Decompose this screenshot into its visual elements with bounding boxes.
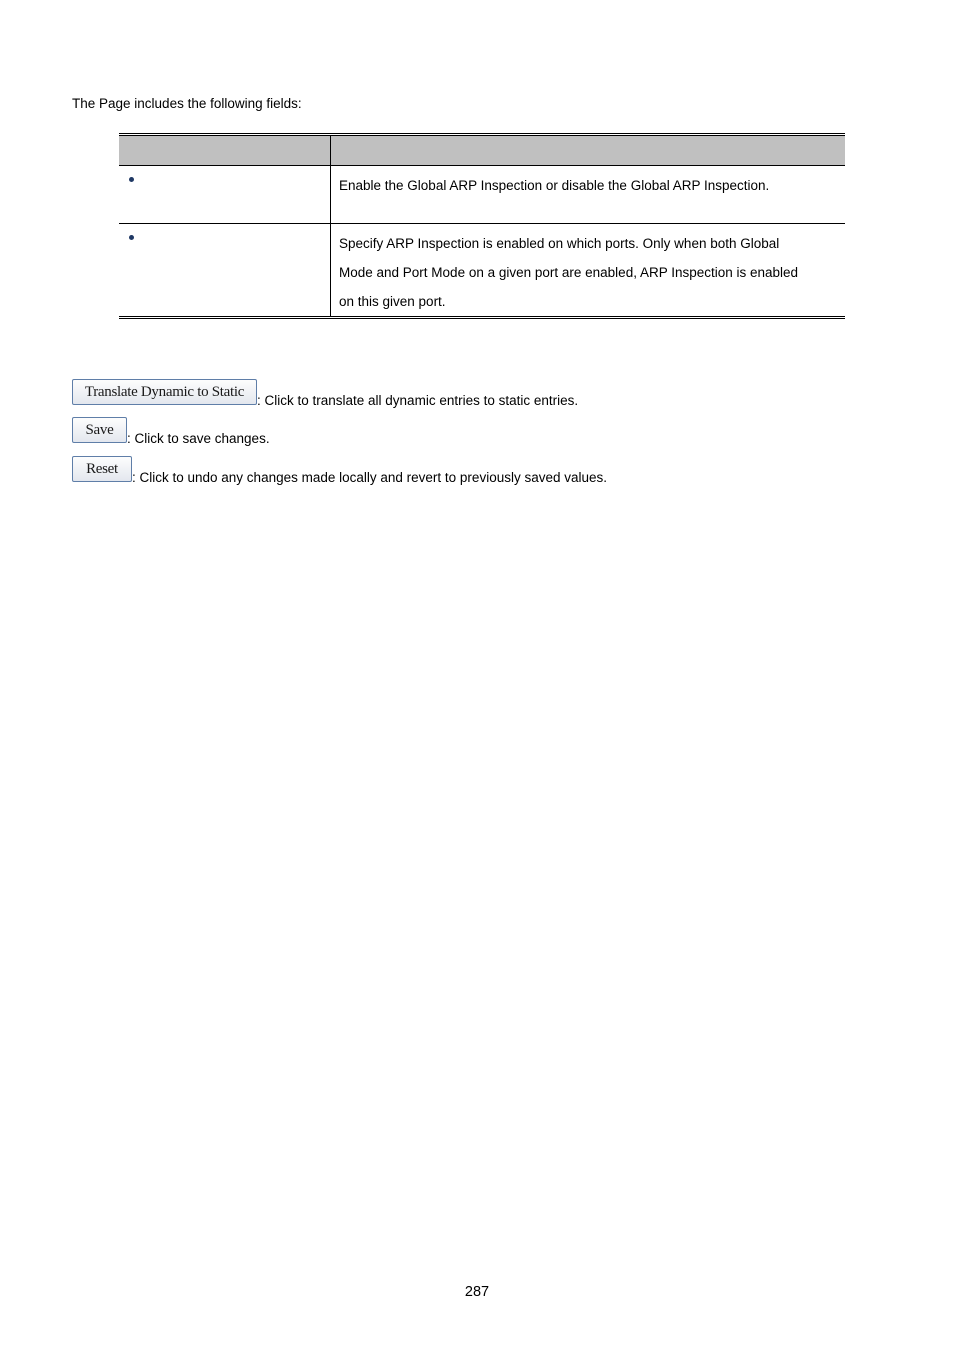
- description-text: [331, 224, 845, 316]
- header-description: [331, 135, 846, 166]
- description-text: Enable the Global ARP Inspection or disable the Global ARP Inspection.: [339, 178, 770, 193]
- reset-description: : Click to undo any changes made locally and revert to previously saved values.: [132, 470, 608, 485]
- table-row: [119, 224, 845, 318]
- description-cell: [331, 224, 846, 318]
- object-cell: [119, 224, 331, 318]
- save-button[interactable]: Save: [72, 417, 127, 443]
- description-cell: [331, 166, 846, 224]
- translate-dynamic-to-static-button[interactable]: Translate Dynamic to Static: [72, 379, 257, 405]
- table-row: [119, 166, 845, 224]
- reset-button[interactable]: Reset: [72, 456, 132, 482]
- bullet-icon: [129, 177, 134, 182]
- page-number: 287: [464, 1284, 490, 1300]
- table-header-row: [119, 135, 845, 166]
- reset-row: [72, 456, 608, 485]
- description-line: Mode and Port Mode on a given port are enabled, ARP Inspection is enabled: [339, 265, 799, 280]
- save-description: : Click to save changes.: [127, 431, 270, 446]
- translate-description: : Click to translate all dynamic entries to static entries.: [257, 393, 579, 408]
- description-line: on this given port.: [339, 294, 446, 309]
- header-object: [119, 135, 331, 166]
- translate-row: [72, 379, 579, 408]
- intro-text: The Page includes the following fields:: [72, 96, 302, 111]
- fields-table: [119, 133, 845, 319]
- description-line: Specify ARP Inspection is enabled on which ports. Only when both Global: [339, 236, 780, 251]
- bullet-icon: [129, 235, 134, 240]
- object-cell: [119, 166, 331, 224]
- save-row: [72, 417, 270, 446]
